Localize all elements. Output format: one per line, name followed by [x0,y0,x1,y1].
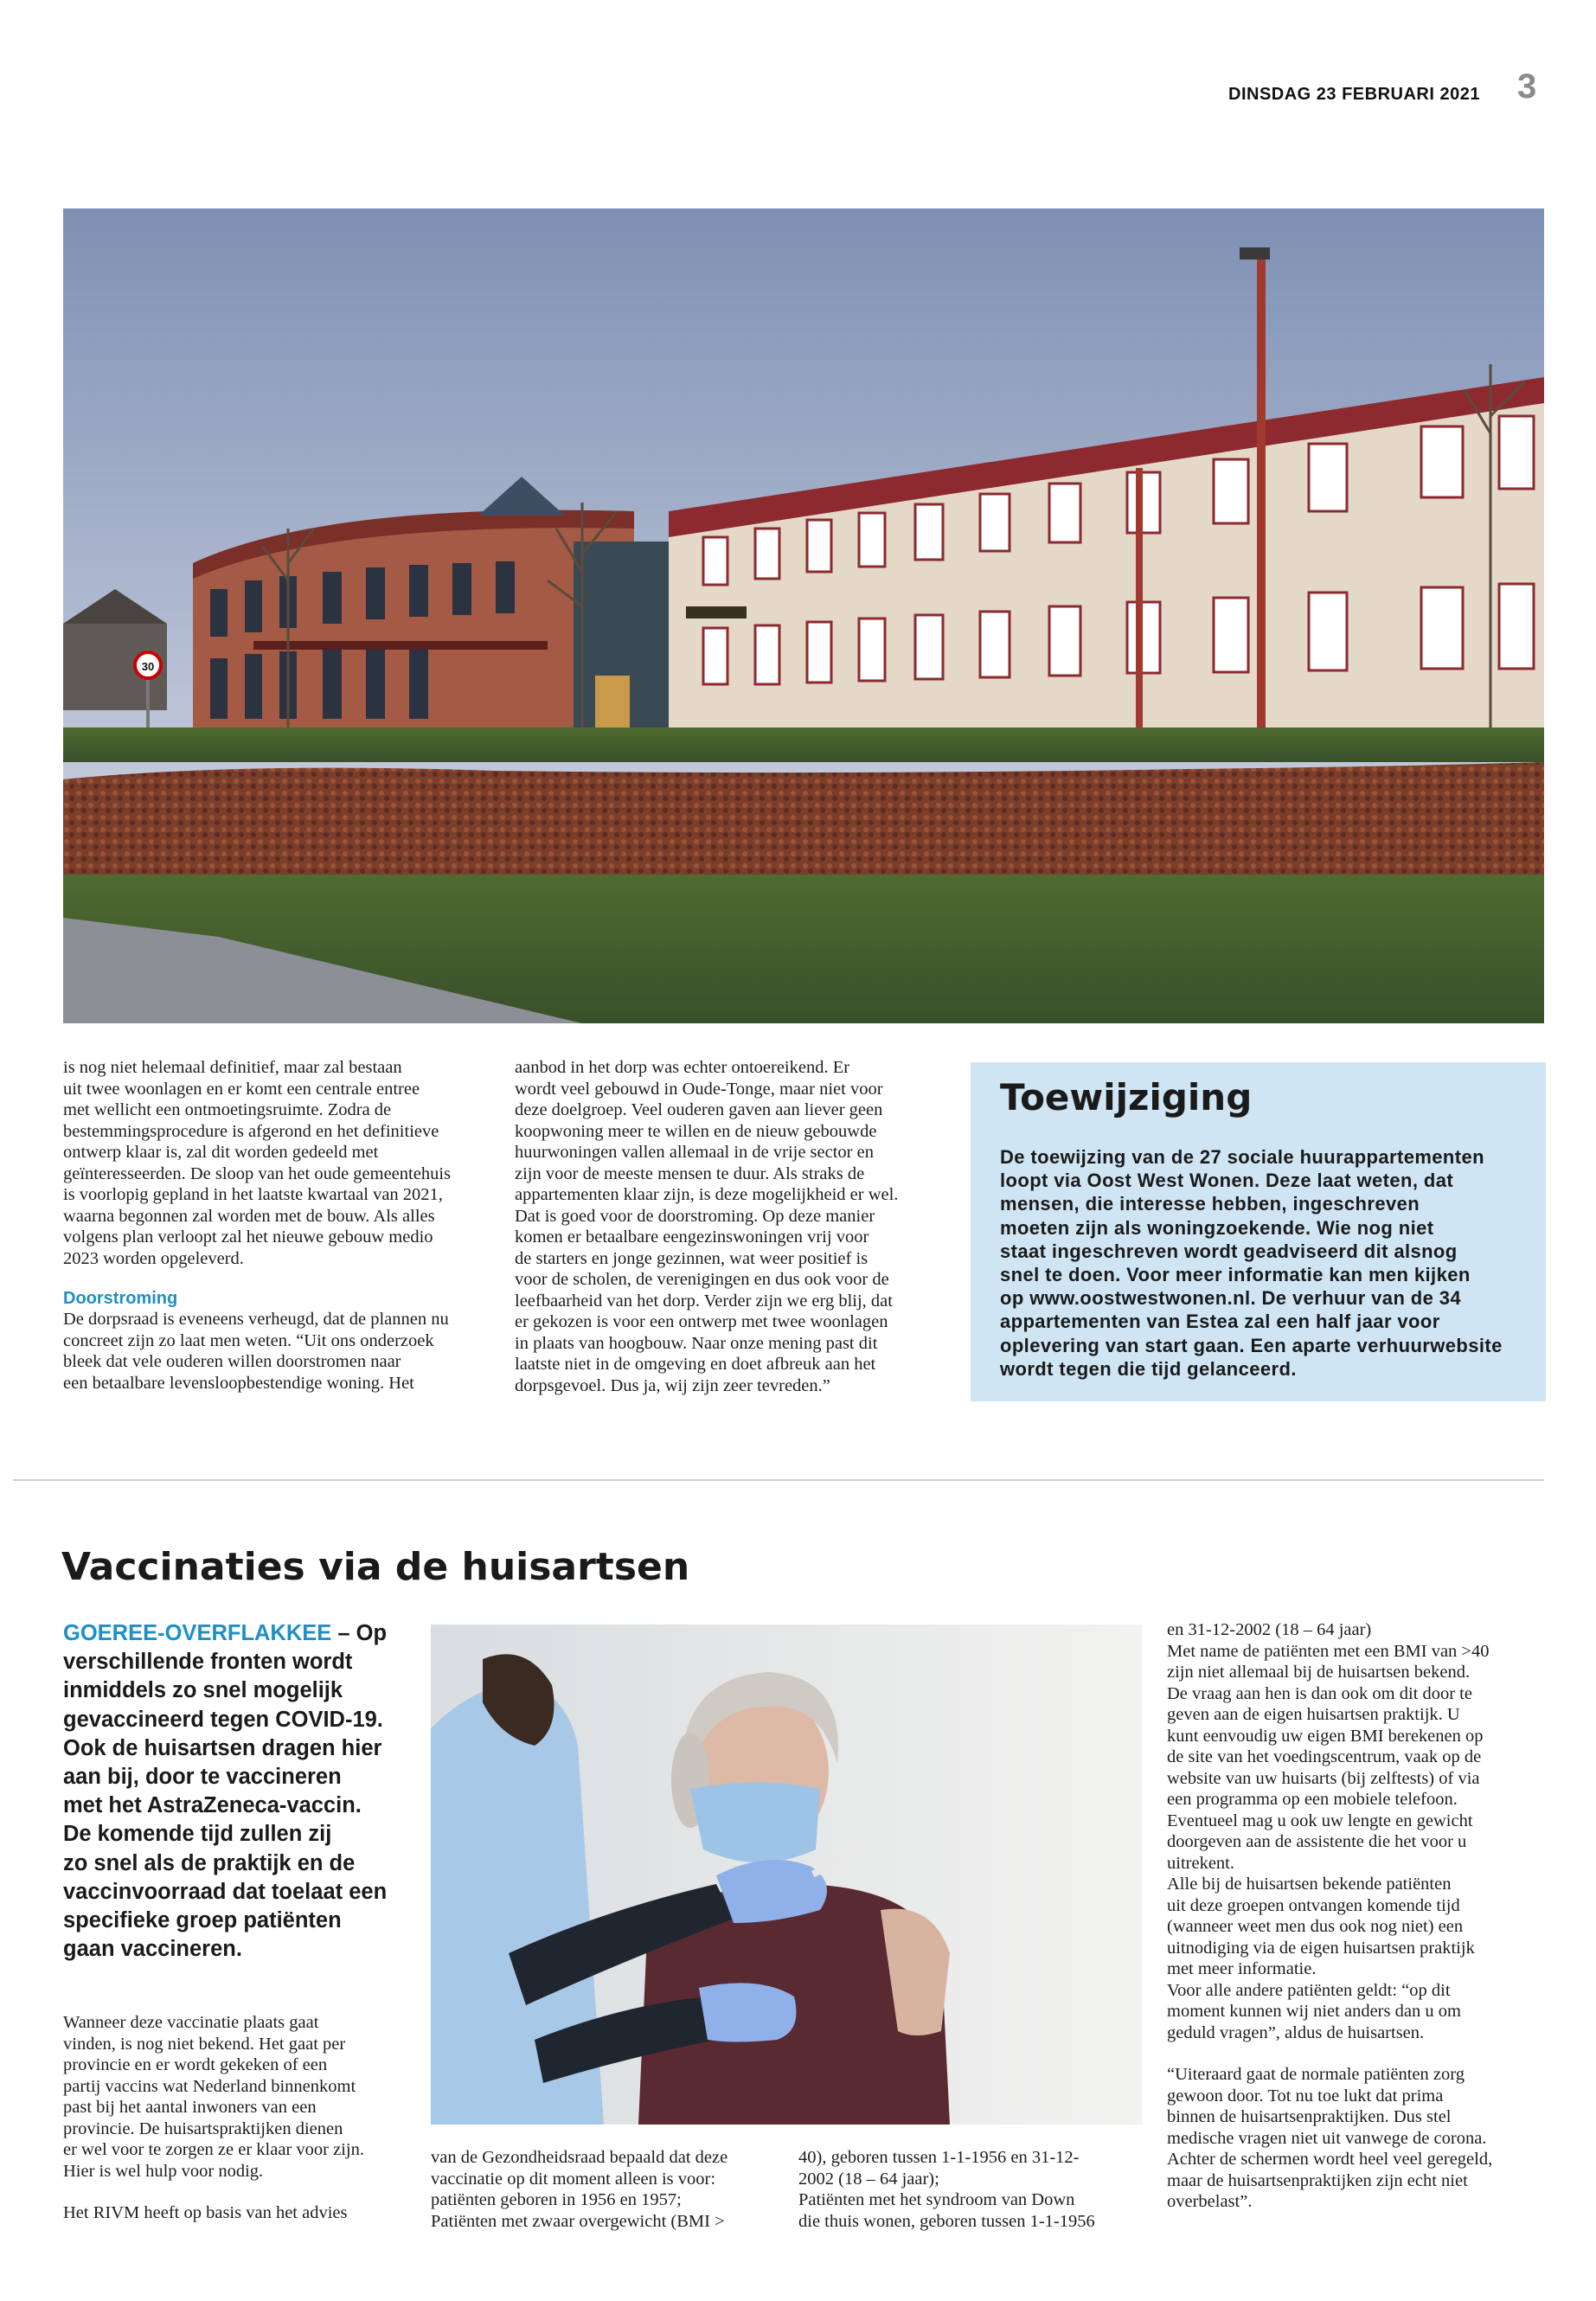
infobox-body: De toewijzing van de 27 sociale huurappartementen loopt via Oost West Wonen. Deze laat weten, dat mensen, die interesse hebben, ingeschreven moeten zijn als woningzoekende. Wie nog niet staat ingeschreven wordt geadviseerd dit alsnog snel te doen. Voor meer informatie kan men kijken op www.oostwestwonen.nl. De verhuur van de 34 appartementen van Estea zal een half jaar voor oplevering van start gaan. Een aparte verhuurwebsite wordt tegen die tijd gelanceerd. [1000,1146,1503,1380]
building-photo [63,208,1544,1023]
article2-lead-text: – Op verschillende fronten wordt inmiddels zo snel mogelijk gevaccineerd tegen COVID-19. Ook de huisartsen dragen hier aan bij, door te vaccineren met het AstraZeneca-vaccin. De komende tijd zullen zij zo snel als de praktijk en de vaccinvoorraad dat toelaat een specifieke groep patiënten gaan vaccineren. [63,1621,388,1962]
article2-headline: Vaccinaties via de huisartsen [61,1545,690,1589]
article2-column-3 [798,2147,1144,2232]
article2-paragraph: “Uiteraard gaat de normale patiënten zorg gewoon door. Tot nu toe lukt dat prima binnen de huisartsenpraktijken. Dus stel medische vragen niet uit vanwege de corona. Achter de schermen wordt heel veel geregeld, maar de huisartsenpraktijken zijn echt niet overbelast”. [1167,2065,1493,2211]
subhead-doorstroming: Doorstroming [63,1289,178,1308]
issue-date: DINSDAG 23 FEBRUARI 2021 [1228,85,1480,104]
article2-column-1 [63,2012,426,2224]
article1-column-2 [515,1057,947,1396]
article2-paragraph: Het RIVM heeft op basis van het advies [63,2203,348,2222]
article2-paragraph: en 31-12-2002 (18 – 64 jaar) Met name de patiënten met een BMI van >40 zijn niet allemaal bij de huisartsen bekend. De vraag aan hen is dan ook om dit door te geven aan de eigen huisartsen praktijk. U kunt eenvoudig uw eigen BMI berekenen op de site van het voedingscentrum, vaak op de website van uw huisarts (bij zelftests) of via een programma op een mobiele telefoon. Eventueel mag u ook uw lengte en gewicht doorgeven aan de assistente die het voor u uitrekent. Alle bij de huisartsen bekende patiënten uit deze groepen ontvangen komende tijd (wanneer weet men dus ook nog niet) een uitnodiging via de eigen huisartsen praktijk met meer informatie. Voor alle andere patiënten geldt: “op dit moment kunnen wij niet anders dan u om geduld vragen”, aldus de huisartsen. [1167,1620,1490,2042]
article2-paragraph: van de Gezondheidsraad bepaald dat deze vaccinatie op dit moment alleen is voor: patiënten geboren in 1956 en 1957; Patiënten met zwaar overgewicht (BMI > [431,2148,728,2231]
traffic-sign-text: 30 [141,660,155,673]
article2-paragraph: 40), geboren tussen 1-1-1956 en 31-12- 2002 (18 – 64 jaar); Patiënten met het syndroom van Down die thuis wonen, geboren tussen 1-1-1956 [798,2148,1095,2231]
article2-lead [63,1619,409,1964]
building-photo-illustration [63,208,1544,1023]
article2-column-2 [431,2147,785,2232]
section-divider [13,1479,1544,1481]
article1-column-1 [63,1057,513,1394]
article2-paragraph: Wanneer deze vaccinatie plaats gaat vinden, is nog niet bekend. Het gaat per provincie en er wordt gekeken of een partij vaccins wat Nederland binnenkomt past bij het aantal inwoners van een provincie. De huisartspraktijken dienen er wel voor te zorgen ze er klaar voor zijn. Hier is wel hulp voor nodig. [63,2013,364,2181]
infobox-toewijziging [971,1062,1546,1401]
vaccination-photo-illustration [431,1625,1142,2125]
infobox-title: Toewijziging [1000,1076,1253,1118]
article1-paragraph: is nog niet helemaal definitief, maar zal bestaan uit twee woonlagen en er komt een centrale entree met wellicht een ontmoetingsruimte. Zodra de bestemmingsprocedure is afgerond en het definitieve ontwerp klaar is, zal dit worden gedeeld met geïnteresseerden. De sloop van het oude gemeentehuis is voorlopig gepland in het laatste kwartaal van 2021, waarna begonnen zal worden met de bouw. Als alles volgens plan verloopt zal het nieuwe gebouw medio 2023 worden opgeleverd. [63,1058,451,1268]
article2-kicker: GOEREE-OVERFLAKKEE [63,1621,332,1645]
article1-paragraph: aanbod in het dorp was echter ontoereikend. Er wordt veel gebouwd in Oude-Tonge, maar niet voor deze doelgroep. Veel ouderen gaven aan liever geen koopwoning meer te willen en de nieuw gebouwde huurwoningen vallen allemaal in de vrije sector en zijn voor de meeste mensen te duur. Als straks de appartementen klaar zijn, is deze mogelijkheid er wel. Dat is goed voor de doorstroming. Op deze manier komen er betaalbare eengezinswoningen vrij voor de starters en jonge gezinnen, wat weer positief is voor de scholen, de verenigingen en dus ook voor de leefbaarheid van het dorp. Verder zijn we erg blij, dat er gekozen is voor een ontwerp met twee woonlagen in plaats van hoogbouw. Naar onze mening past dit laatste niet in de omgeving en doet afbreuk aan het dorpsgevoel. Dus ja, wij zijn zeer tevreden.” [515,1058,899,1395]
article2-column-4 [1167,1619,1548,2213]
vaccination-photo [431,1625,1142,2125]
article1-paragraph: De dorpsraad is eveneens verheugd, dat de plannen nu concreet zijn zo laat men weten. “Uit ons onderzoek bleek dat vele ouderen willen doorstromen naar een betaalbare levensloopbestendige woning. Het [63,1310,449,1393]
page-number: 3 [1517,67,1537,106]
